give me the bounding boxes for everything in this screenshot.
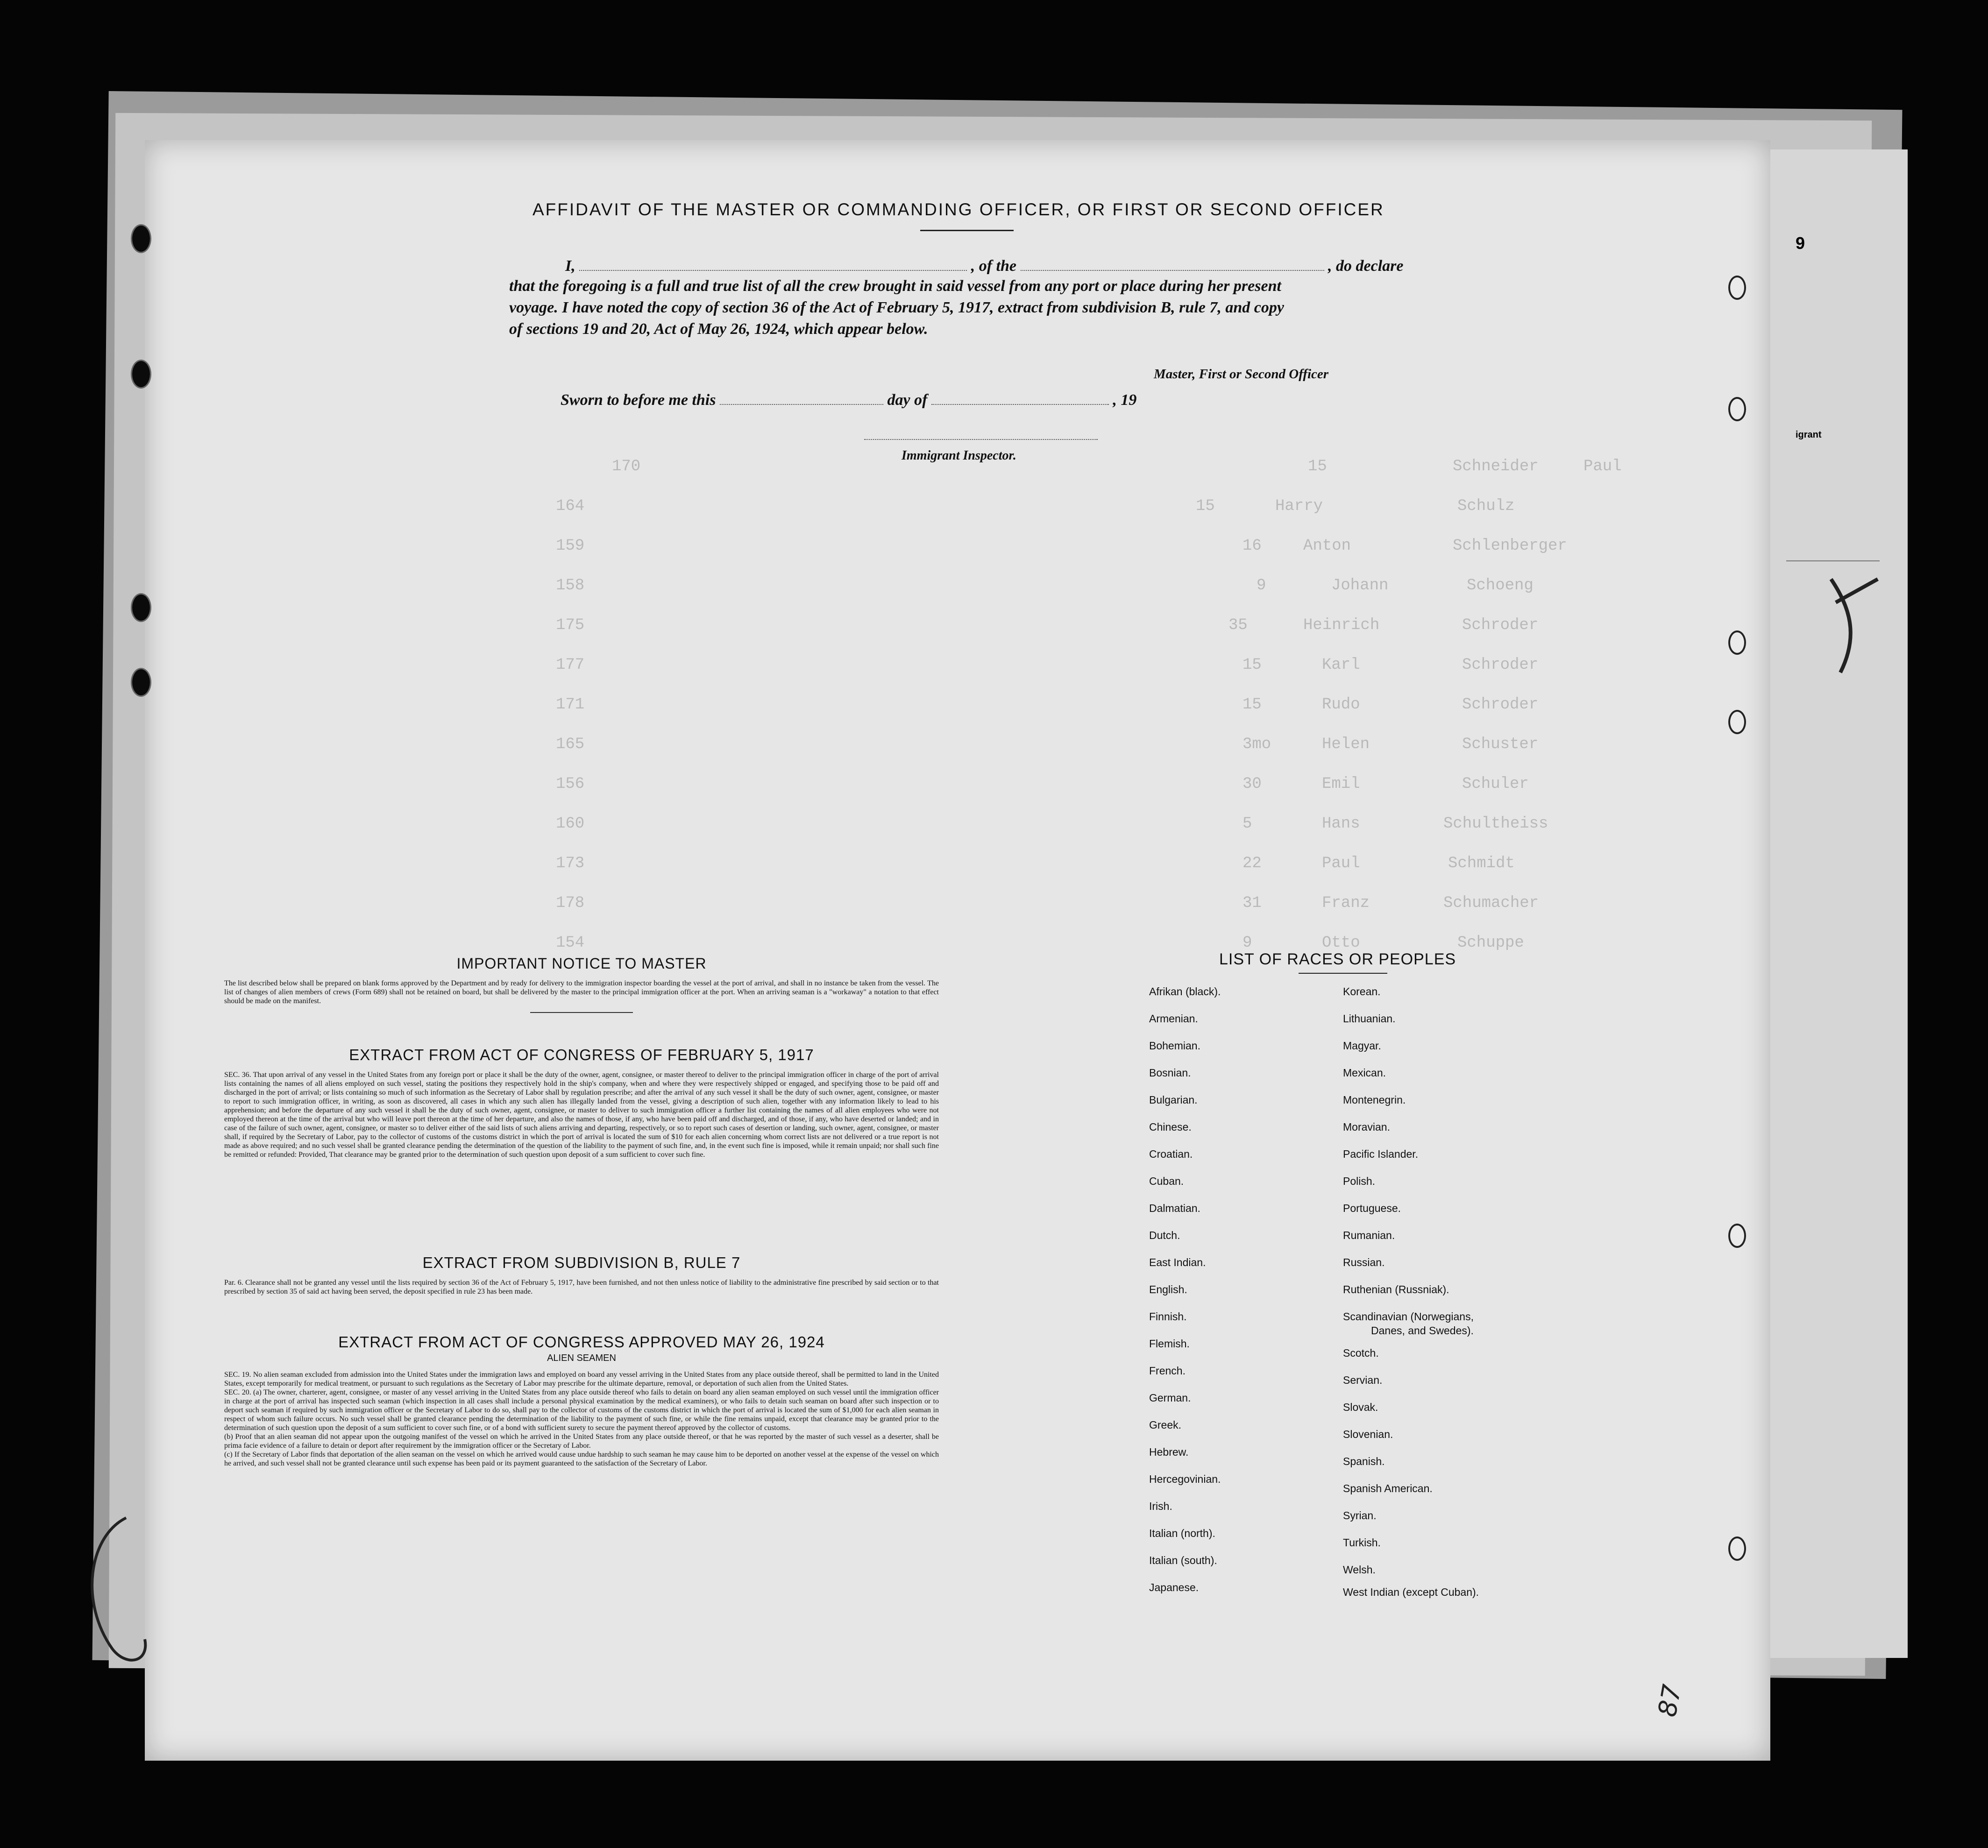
rule7-section	[224, 1254, 939, 1296]
race-item: Spanish.	[1343, 1455, 1385, 1467]
ghost-given: Paul	[1322, 855, 1360, 872]
race-item: Finnish.	[1149, 1310, 1187, 1323]
side-number: 9	[1796, 234, 1805, 253]
ghost-given: Harry	[1275, 497, 1323, 515]
race-item: Croatian.	[1149, 1148, 1193, 1160]
underlying-page-edge	[1766, 149, 1908, 1658]
race-item: Afrikan (black).	[1149, 985, 1221, 998]
ghost-surname: Schuler	[1462, 775, 1529, 793]
ghost-num: 154	[556, 934, 585, 952]
race-item: Scandinavian (Norwegians,	[1343, 1310, 1474, 1323]
race-item: Montenegrin.	[1343, 1094, 1406, 1106]
punch-hole	[1728, 1536, 1746, 1561]
i-label: I,	[565, 257, 575, 275]
ghost-given: Rudo	[1322, 696, 1360, 714]
year-label: , 19	[1113, 391, 1137, 409]
ghost-surname: Schroder	[1462, 616, 1539, 634]
affidavit-line-4: of sections 19 and 20, Act of May 26, 1924, which appear below.	[509, 320, 928, 338]
race-item: Slovak.	[1343, 1401, 1378, 1413]
name-blank[interactable]	[579, 256, 967, 271]
ghost-num: 173	[556, 855, 585, 872]
ghost-num: 158	[556, 577, 585, 595]
ghost-age: 30	[1242, 775, 1262, 793]
race-item: Hercegovinian.	[1149, 1473, 1221, 1485]
month-blank[interactable]	[931, 390, 1109, 405]
race-item: Welsh.	[1343, 1564, 1376, 1576]
section-rule	[530, 1012, 633, 1013]
extract-1917-section	[224, 1046, 939, 1159]
race-item: German.	[1149, 1392, 1191, 1404]
race-item: Armenian.	[1149, 1013, 1198, 1025]
notice-text: The list described below shall be prepared on blank forms approved by the Department and by ready for delivery to the immigration inspector boarding the vessel at the port of arrival, and shall in no instance be taken from the vessel. The list of changes of alien members of crews (Form 689) shall not be retained on board, but shall be delivered by the master to the principal immigration officer at the port. When an arriving seaman is a "workaway" a notation to that effect should be made on the manifest.	[224, 979, 939, 1005]
punch-hole	[1728, 710, 1746, 734]
extract-1924-section	[224, 1333, 939, 1468]
race-item: Spanish American.	[1343, 1482, 1433, 1494]
declare-line	[565, 256, 1403, 275]
ghost-surname: Schuppe	[1457, 934, 1524, 952]
race-item-continued: Danes, and Swedes).	[1371, 1324, 1474, 1337]
race-item: Dalmatian.	[1149, 1202, 1200, 1214]
race-item: Lithuanian.	[1343, 1013, 1396, 1025]
ghost-given: Emil	[1322, 775, 1360, 793]
sec19-text: SEC. 19. No alien seaman excluded from admission into the United States under the immigration laws and employed on board any vessel arriving in the United States from any place outside thereof, shall be permitted to land in the United States, except temporarily for medical treatment, or pursuant to such regulations as the Secretary of Labor may prescribe for the ultimate departure, removal, or deportation of such alien from the United States.	[224, 1371, 939, 1388]
race-item: Rumanian.	[1343, 1229, 1395, 1241]
ghost-age: 9	[1242, 934, 1252, 952]
affidavit-title: AFFIDAVIT OF THE MASTER OR COMMANDING OFFICER, OR FIRST OR SECOND OFFICER	[532, 200, 1384, 219]
ghost-surname: Schuster	[1462, 736, 1539, 753]
ghost-given: Paul	[1583, 458, 1622, 475]
punch-hole	[131, 668, 151, 697]
ghost-num: 175	[556, 616, 585, 634]
ghost-age: 15	[1242, 656, 1262, 674]
do-declare-label: , do declare	[1328, 257, 1404, 275]
vessel-blank[interactable]	[1021, 256, 1324, 271]
ghost-surname: Schmidt	[1448, 855, 1515, 872]
rule7-heading: EXTRACT FROM SUBDIVISION B, RULE 7	[422, 1254, 741, 1271]
extract-1924-heading: EXTRACT FROM ACT OF CONGRESS APPROVED MAY 26, 1924	[338, 1333, 825, 1351]
affidavit-line-2: that the foregoing is a full and true list of all the crew brought in said vessel from any port or place during her present	[509, 277, 1281, 295]
race-item: Syrian.	[1343, 1509, 1377, 1522]
extract-1917-heading: EXTRACT FROM ACT OF CONGRESS OF FEBRUARY 5, 1917	[349, 1046, 814, 1063]
alien-seamen-subheading: ALIEN SEAMEN	[547, 1353, 616, 1363]
ghost-surname: Schroder	[1462, 656, 1539, 674]
inspector-signature-line[interactable]	[864, 439, 1098, 440]
race-item: Italian (south).	[1149, 1554, 1217, 1566]
punch-hole	[131, 224, 151, 253]
punch-hole	[131, 593, 151, 622]
race-item: Moravian.	[1343, 1121, 1390, 1133]
race-item: Bohemian.	[1149, 1040, 1200, 1052]
day-of-label: day of	[887, 391, 928, 409]
race-item: West Indian (except Cuban).	[1343, 1586, 1479, 1598]
ghost-given: Franz	[1322, 894, 1370, 912]
race-item: Flemish.	[1149, 1338, 1190, 1350]
race-item: Slovenian.	[1343, 1428, 1393, 1440]
ghost-surname: Schroder	[1462, 696, 1539, 714]
sec20c-text: (c) If the Secretary of Labor finds that deportation of the alien seaman on the vessel on which he arrived would cause undue hardship to such seaman he may cause him to be deported on another vessel at the expense of the vessel on which he arrived, and such vessel shall not be granted clearance until such expense has been paid or its payment guaranteed to the satisfaction of the Secretary of Labor.	[224, 1451, 939, 1467]
punch-hole	[1728, 1224, 1746, 1248]
ghost-num: 171	[556, 696, 585, 714]
pen-check-mark	[1822, 551, 1887, 682]
race-item: Russian.	[1343, 1256, 1385, 1268]
ghost-surname: Schneider	[1453, 458, 1539, 475]
race-item: Hebrew.	[1149, 1446, 1189, 1458]
race-item: Irish.	[1149, 1500, 1172, 1512]
race-item: English.	[1149, 1283, 1187, 1296]
ghost-surname: Schoeng	[1467, 577, 1534, 595]
ghost-num: 160	[556, 815, 585, 833]
of-the-label: , of the	[971, 257, 1017, 275]
race-item: Dutch.	[1149, 1229, 1180, 1241]
ghost-num: 164	[556, 497, 585, 515]
race-item: Greek.	[1149, 1419, 1182, 1431]
ghost-surname: Schlenberger	[1453, 537, 1567, 555]
handwritten-page-number: 87	[1652, 1682, 1687, 1719]
race-item: Korean.	[1343, 985, 1381, 998]
ghost-given: Helen	[1322, 736, 1370, 753]
race-item: Magyar.	[1343, 1040, 1381, 1052]
ghost-num: 165	[556, 736, 585, 753]
inspector-label: Immigrant Inspector.	[902, 448, 1016, 463]
race-item: Cuban.	[1149, 1175, 1184, 1187]
race-item: Pacific Islander.	[1343, 1148, 1419, 1160]
title-rule	[920, 230, 1014, 231]
ghost-given: Karl	[1322, 656, 1360, 674]
pen-stroke-mark	[70, 1508, 192, 1677]
ghost-age: 3mo	[1242, 736, 1271, 753]
race-item: Polish.	[1343, 1175, 1376, 1187]
notice-heading: IMPORTANT NOTICE TO MASTER	[456, 955, 707, 972]
sworn-label: Sworn to before me this	[561, 391, 716, 409]
punch-hole	[1728, 276, 1746, 300]
ghost-age: 22	[1242, 855, 1262, 872]
ghost-num: 156	[556, 775, 585, 793]
bleed-through-layer	[145, 140, 1770, 1761]
affidavit-page	[145, 140, 1770, 1761]
ghost-age: 5	[1242, 815, 1252, 833]
race-item: East Indian.	[1149, 1256, 1206, 1268]
sworn-line	[561, 390, 1136, 409]
race-item: Japanese.	[1149, 1581, 1199, 1593]
ghost-num: 159	[556, 537, 585, 555]
side-label: igrant	[1796, 430, 1822, 440]
ghost-age: 35	[1228, 616, 1248, 634]
ghost-age: 15	[1242, 696, 1262, 714]
affidavit-line-3: voyage. I have noted the copy of section 36 of the Act of February 5, 1917, extract from subdivision B, rule 7, and copy	[509, 299, 1284, 316]
race-item: Bulgarian.	[1149, 1094, 1198, 1106]
race-item: Bosnian.	[1149, 1067, 1191, 1079]
punch-hole	[1728, 630, 1746, 655]
race-item: Chinese.	[1149, 1121, 1192, 1133]
ghost-given: Otto	[1322, 934, 1360, 952]
ghost-surname: Schumacher	[1443, 894, 1539, 912]
ghost-num: 170	[612, 458, 641, 475]
race-item: Scotch.	[1343, 1347, 1379, 1359]
punch-hole	[1728, 397, 1746, 421]
rule7-text: Par. 6. Clearance shall not be granted any vessel until the lists required by section 36 of the Act of February 5, 1917, have been furnished, and not then unless notice of liability to the administrative fine prescribed by said section or to that prescribed by section 35 of said act having been served, the deposit specified in rule 23 has been made.	[224, 1279, 939, 1296]
races-rule	[1299, 973, 1387, 974]
ghost-age: 15	[1196, 497, 1215, 515]
punch-hole	[131, 360, 151, 389]
day-blank[interactable]	[720, 390, 883, 405]
ghost-given: Johann	[1331, 577, 1389, 595]
race-item: Servian.	[1343, 1374, 1383, 1386]
notice-section	[224, 955, 939, 1013]
race-item: Ruthenian (Russniak).	[1343, 1283, 1449, 1296]
race-item: Mexican.	[1343, 1067, 1386, 1079]
ghost-given: Hans	[1322, 815, 1360, 833]
ghost-surname: Schulz	[1457, 497, 1515, 515]
ghost-surname: Schultheiss	[1443, 815, 1548, 833]
race-item: French.	[1149, 1365, 1186, 1377]
ghost-num: 178	[556, 894, 585, 912]
ghost-given: Heinrich	[1303, 616, 1380, 634]
sec20a-text: SEC. 20. (a) The owner, charterer, agent, consignee, or master of any vessel arriving in the United States from any place outside thereof who fails to detain on board any alien seaman employed on such vessel until the immigration officer in charge at the port of arrival has inspected such seaman (which inspection in all cases shall include a personal physical examination by the medical examiners), or who fails to detain such seaman on board after such inspection or to deport such seaman if required by such immigration officer or the Secretary of Labor to do so, shall pay to the collector of customs of the customs district in which the port of arrival is located the sum of $1,000 for each alien seaman in respect of whom such failure occurs. No such vessel shall be granted clearance pending the determination of the liability to the payment of such fine, or while the fine remains unpaid, except that clearance may be granted prior to the determination of such question upon the deposit of a sum sufficient to cover such fine, or of a bond with sufficient surety to secure the payment thereof approved by the collector of customs.	[224, 1388, 939, 1432]
race-item: Turkish.	[1343, 1536, 1381, 1549]
ghost-age: 31	[1242, 894, 1262, 912]
race-item: Portuguese.	[1343, 1202, 1401, 1214]
ghost-num: 177	[556, 656, 585, 674]
ghost-given: Anton	[1303, 537, 1351, 555]
sec20b-text: (b) Proof that an alien seaman did not appear upon the outgoing manifest of the vessel on which he arrived in the United States from any place outside thereof, or that he was reported by the master of such vessel as a deserter, shall be prima facie evidence of a failure to detain or deport after requirement by the immigration officer or the Secretary of Labor.	[224, 1433, 939, 1450]
officer-label: Master, First or Second Officer	[1154, 367, 1329, 382]
races-heading: LIST OF RACES OR PEOPLES	[1219, 950, 1456, 968]
ghost-age: 15	[1308, 458, 1327, 475]
ghost-age: 9	[1257, 577, 1266, 595]
extract-1917-text: SEC. 36. That upon arrival of any vessel in the United States from any foreign port or place it shall be the duty of the owner, agent, consignee, or master thereof to deliver to the principal immigration officer in charge of the port of arrival lists containing the names of all aliens employed on such vessel, stating the positions they respectively hold in the ship's company, when and where they were respectively shipped or engaged, and specifying those to be paid off and discharged in the port of arrival; or lists containing so much of such information as the Secretary of Labor shall by regulation prescribe; and after the arrival of any such vessel it shall be the duty of such owner, agent, consignee, or master to report to such immigration officer, in writing, as soon as discovered, all cases in which any such alien has illegally landed from the vessel, giving a description of such alien, together with any information likely to lead to his apprehension; and before the departure of any such vessel it shall be the duty of such owner, agent, consignee, or master to deliver to such immigration officer a further list containing the names of all alien employees who were not employed thereon at the time of the arrival but who will leave port thereon at the time of her departure, and also the names of those, if any, who have been paid off and discharged, and of those, if any, who have deserted or landed; and in case of the failure of such owner, agent, consignee, or master so to deliver either of the said lists of such aliens arriving and departing, respectively, or so to report such cases of desertion or landing, such owner, agent, consignee, or master shall, if required by the Secretary of Labor, pay to the collector of customs of the customs district in which the port of arrival is located the sum of $10 for each alien concerning whom correct lists are not delivered or a true report is not made as above required; and no such vessel shall be granted clearance pending the determination of the question of the liability to the payment of such fine, and, in the event such fine is imposed, while it remain unpaid; nor shall such fine be remitted or refunded: Provided, That clearance may be granted prior to the determination of such question upon deposit of a sum sufficient to cover such fine.	[224, 1071, 939, 1159]
race-item: Italian (north).	[1149, 1527, 1215, 1539]
ghost-age: 16	[1242, 537, 1262, 555]
